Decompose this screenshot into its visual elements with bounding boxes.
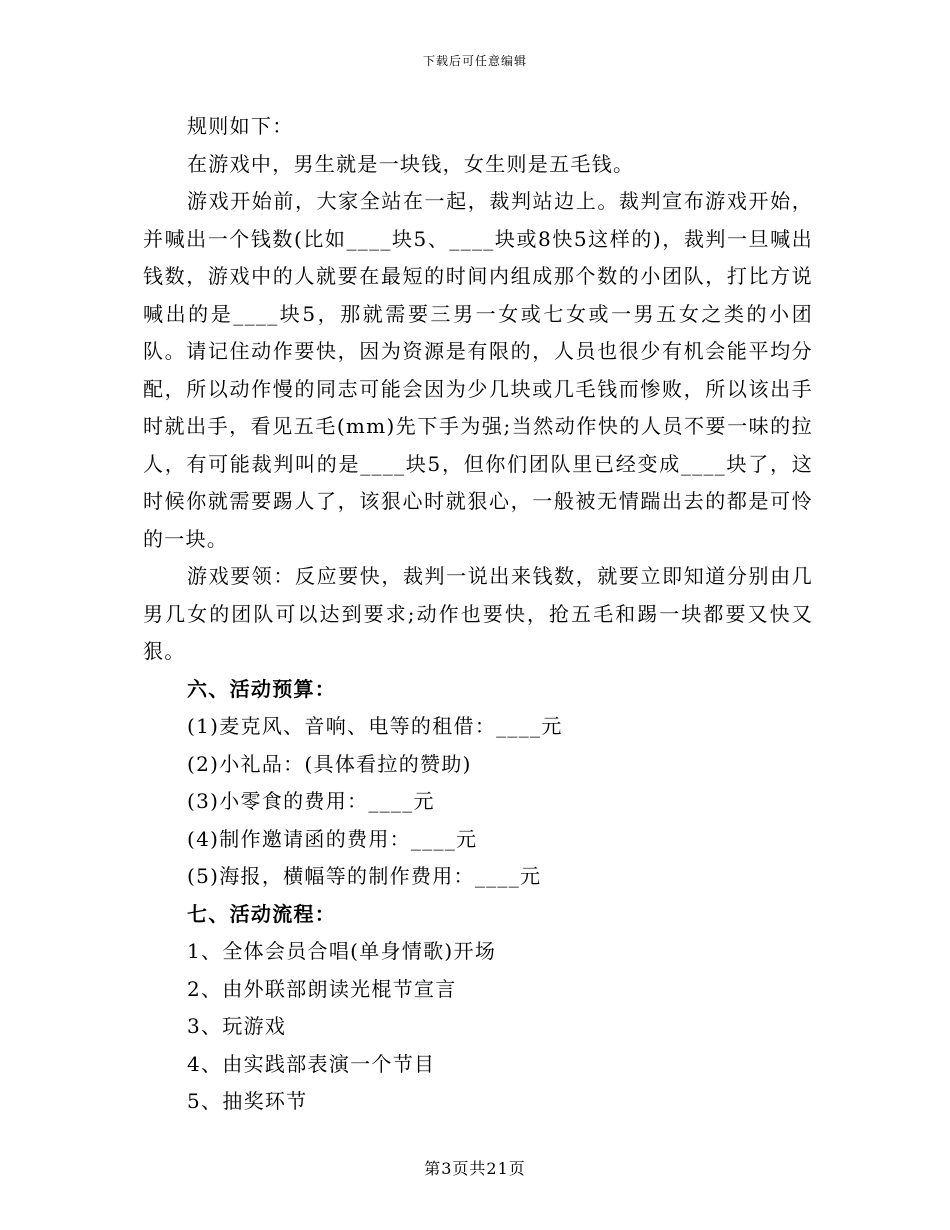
page-header-note: 下载后可任意编辑 <box>422 54 527 68</box>
budget-heading: 六、活动预算： <box>187 676 337 701</box>
rule-main-paragraph: 游戏开始前，大家全站在一起，裁判站边上。裁判宣布游戏开始，并喊出一个钱数(比如____块5、____块或8快5这样的)，裁判一旦喊出钱数，游戏中的人就要在最短的时间内组成那个数的小团队，打比方说喊出的是____块5，那就需要三男一女或七女或一男五女之类的小团队。请记住动作要快，因为资源是有限的，人员也很少有机会能平均分配，所以动作慢的同志可能会因为少几块或几毛钱而惨败，所以该出手时就出手，看见五毛(mm)先下手为强;当然动作快的人员不要一味的拉人，有可能裁判叫的是____块5，但你们团队里已经变成____块了，这时候你就需要踢人了，该狠心时就狠心，一般被无情踹出去的都是可怜的一块。 <box>143 189 813 551</box>
rule-money: 在游戏中，男生就是一块钱，女生则是五毛钱。 <box>187 151 635 176</box>
document-body <box>143 108 813 1121</box>
process-item: 2、由外联部朗读光棍节宣言 <box>187 976 457 1001</box>
process-item: 5、抽奖环节 <box>187 1089 308 1113</box>
budget-item: (5)海报，横幅等的制作费用：____元 <box>187 864 542 888</box>
budget-item: (3)小零食的费用：____元 <box>187 789 435 813</box>
budget-item: (2)小礼品：(具体看拉的赞助) <box>187 751 472 776</box>
budget-item: (4)制作邀请函的费用：____元 <box>187 826 478 851</box>
process-item: 1、全体会员合唱(单身情歌)开场 <box>187 939 497 963</box>
page-footer-number: 第3页共21页 <box>424 1159 526 1178</box>
budget-item: (1)麦克风、音响、电等的租借：____元 <box>187 714 563 738</box>
process-item: 3、玩游戏 <box>187 1014 287 1038</box>
game-tips-paragraph: 游戏要领：反应要快，裁判一说出来钱数，就要立即知道分别由几男几女的团队可以达到要求;动作也要快，抢五毛和踢一块都要又快又狠。 <box>143 564 813 663</box>
rules-intro: 规则如下： <box>187 114 294 138</box>
process-heading: 七、活动流程： <box>187 901 337 926</box>
process-item: 4、由实践部表演一个节目 <box>187 1051 436 1076</box>
